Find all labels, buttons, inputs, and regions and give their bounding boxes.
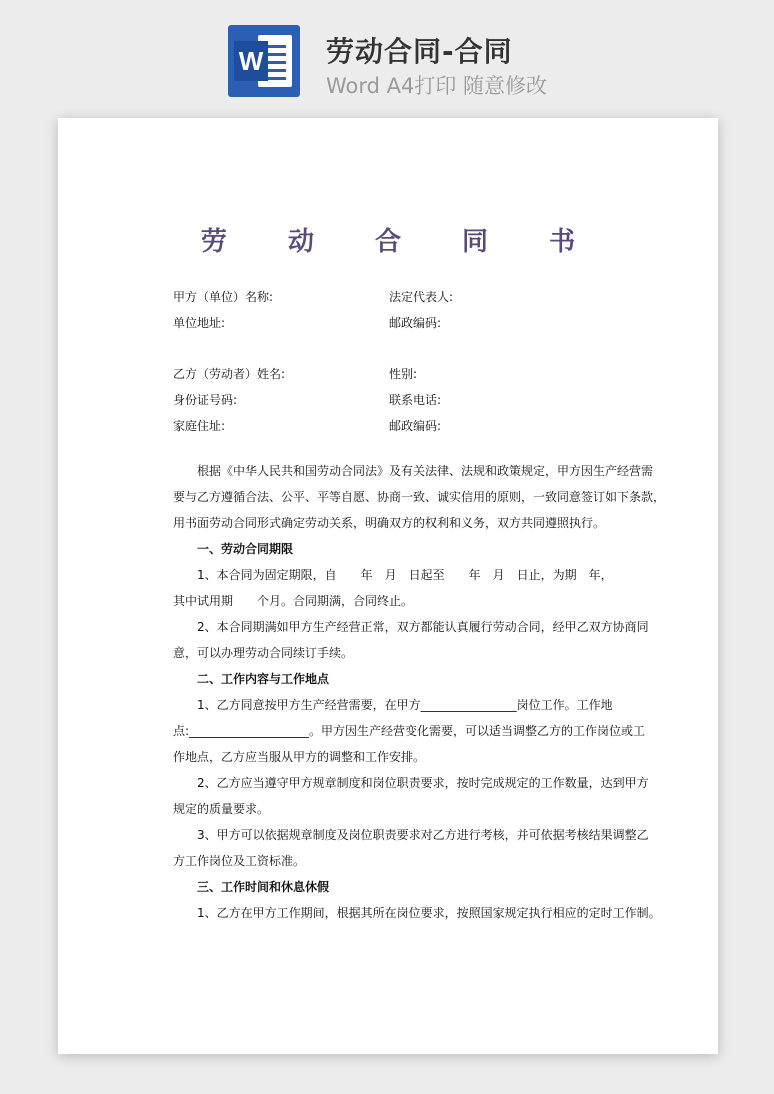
field-label: 联系电话: <box>389 393 442 407</box>
field-label: 单位地址: <box>173 316 226 330</box>
field-label: 身份证号码: <box>173 393 238 407</box>
field-label: 邮政编码: <box>389 419 442 433</box>
document-page <box>58 118 718 1054</box>
field-label: 家庭住址: <box>173 419 226 433</box>
paragraph-line: 根据《中华人民共和国劳动合同法》及有关法律、法规和政策规定，甲方因生产经营需 <box>197 464 654 478</box>
section-heading: 二、工作内容与工作地点 <box>197 672 330 686</box>
paragraph-line: 1、本合同为固定期限，自 年 月 日起至 年 月 日止，为期 年， <box>197 568 613 582</box>
paragraph-line: 意，可以办理劳动合同续订手续。 <box>173 646 354 660</box>
field-label: 乙方（劳动者）姓名: <box>173 367 286 381</box>
header <box>0 0 774 110</box>
paragraph-line: 2、乙方应当遵守甲方规章制度和岗位职责要求，按时完成规定的工作数量，达到甲方 <box>197 776 649 790</box>
field-label: 甲方（单位）名称: <box>173 290 274 304</box>
paragraph-line: 方工作岗位及工资标准。 <box>173 854 306 868</box>
paragraph-line: 1、乙方同意按甲方生产经营需要，在甲方________________岗位工作。工作地 <box>197 698 613 712</box>
word-icon <box>228 25 300 97</box>
document-title: 劳 动 合 同 书 <box>200 227 602 257</box>
paragraph-line: 1、乙方在甲方工作期间，根据其所在岗位要求，按照国家规定执行相应的定时工作制。 <box>197 906 661 920</box>
paragraph-line: 点:____________________。甲方因生产经营变化需要，可以适当调整乙方的工作岗位或工 <box>173 724 646 738</box>
paragraph-line: 规定的质量要求。 <box>173 802 270 816</box>
contract-body <box>173 458 666 926</box>
paragraph-line: 用书面劳动合同形式确定劳动关系，明确双方的权利和义务，双方共同遵照执行。 <box>173 516 606 530</box>
paragraph-line: 其中试用期 个月。合同期满，合同终止。 <box>173 594 414 608</box>
section-heading: 一、劳动合同期限 <box>197 542 294 556</box>
header-subtitle: Word A4打印 随意修改 <box>326 74 548 98</box>
field-label: 邮政编码: <box>389 316 442 330</box>
word-icon-letter: W <box>234 41 268 81</box>
paragraph-line: 作地点，乙方应当服从甲方的调整和工作安排。 <box>173 750 426 764</box>
paragraph-line: 3、甲方可以依据规章制度及岗位职责要求对乙方进行考核，并可依据考核结果调整乙 <box>197 828 649 842</box>
header-title: 劳动合同-合同 <box>326 35 513 68</box>
section-heading: 三、工作时间和休息休假 <box>197 880 330 894</box>
field-label: 法定代表人: <box>389 290 454 304</box>
field-label: 性别: <box>389 367 418 381</box>
paragraph-line: 要与乙方遵循合法、公平、平等自愿、协商一致、诚实信用的原则，一致同意签订如下条款， <box>173 490 666 504</box>
paragraph-line: 2、本合同期满如甲方生产经营正常，双方都能认真履行劳动合同，经甲乙双方协商同 <box>197 620 649 634</box>
